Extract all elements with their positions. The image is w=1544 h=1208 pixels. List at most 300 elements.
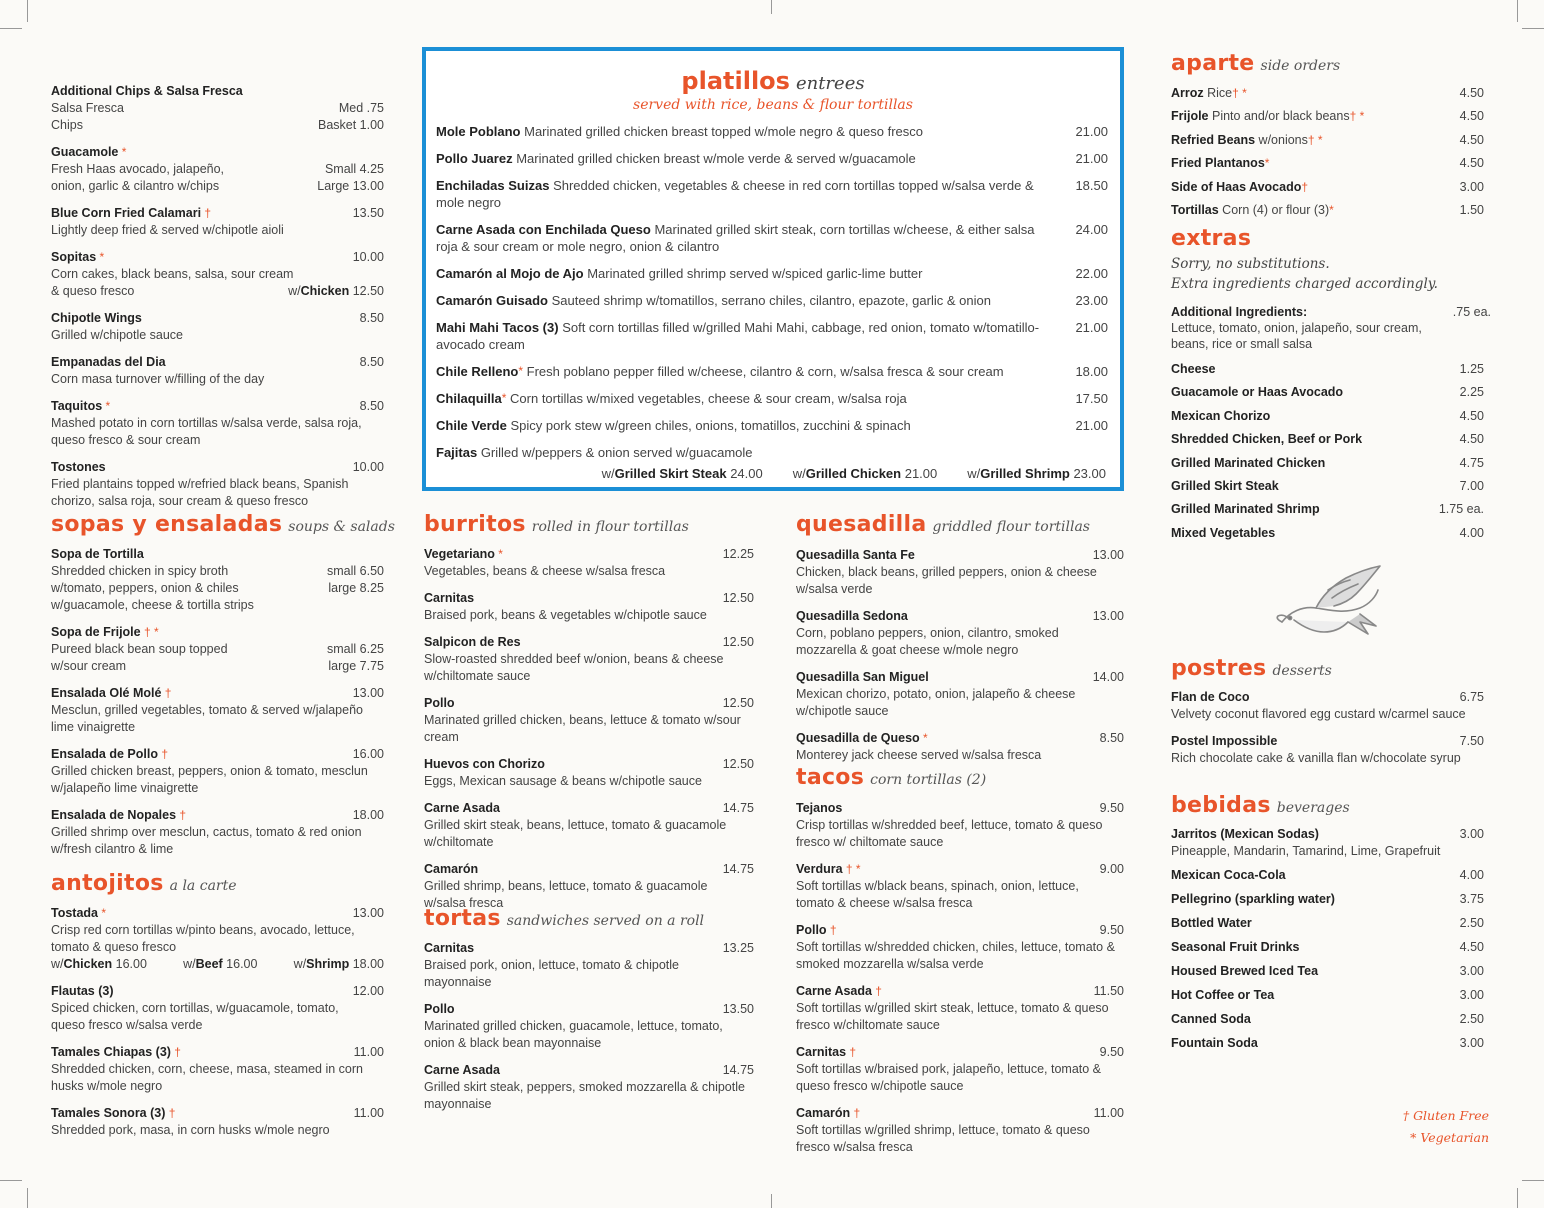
item-name: Additional Ingredients: (1171, 305, 1308, 319)
item-description: Spicy pork stew w/green chiles, onions, tomatillos, zucchini & spinach (510, 418, 911, 433)
section-header (1171, 795, 1484, 817)
item-option-row (51, 117, 384, 134)
extra-item (1171, 361, 1484, 378)
item-description: Chicken, black beans, grilled peppers, onion & cheese w/salsa verde (796, 565, 1097, 596)
section-title: postres (1171, 656, 1267, 681)
item-description: Grilled shrimp, beans, lettuce, tomato & guacamole w/salsa fresca (424, 879, 708, 910)
item-price: 2.25 (1459, 385, 1484, 400)
section-title: extras (1171, 226, 1252, 251)
item-description: Shredded chicken, corn, cheese, masa, steamed in corn husks w/mole negro (51, 1062, 363, 1093)
entree-text (436, 319, 1110, 353)
item-option-row (51, 100, 384, 117)
item-name: Enchiladas Suizas (436, 178, 550, 193)
item-name: Frijole (1171, 109, 1209, 124)
entree-text (436, 123, 1110, 140)
platillos-box (422, 47, 1124, 491)
extras-note: Sorry, no substitutions. (1171, 256, 1330, 272)
option-label: w/tomato, peppers, onion & chiles (51, 581, 239, 595)
item-header (51, 746, 384, 763)
item-name: Chilaquilla (436, 391, 502, 406)
item-price: 3.00 (1459, 988, 1484, 1002)
item-description: Sauteed shrimp w/tomatillos, serrano chiles, cilantro, epazote, garlic & onion (551, 293, 991, 308)
item-price: 21.00 (1075, 151, 1108, 166)
diet-mark: † (157, 747, 168, 761)
item-price: 4.50 (1459, 109, 1484, 124)
crop-mark (771, 0, 772, 14)
item-name: Tamales Sonora (3) (51, 1106, 166, 1120)
item-name: Carnitas (424, 591, 475, 605)
option-price: Small 4.25 (324, 162, 384, 176)
item-description: Lettuce, tomato, onion, jalapeño, sour cream, beans, rice or small salsa (1171, 321, 1422, 351)
item-header (51, 249, 384, 266)
item-name: Side of Haas Avocado (1171, 179, 1302, 194)
item-name: Sopa de Frijole (51, 625, 141, 639)
entree-item (436, 177, 1110, 211)
item-price: 22.00 (1075, 266, 1108, 281)
option-label: w/guacamole, cheese & tortilla strips (51, 598, 254, 612)
item-name: Huevos con Chorizo (424, 757, 545, 771)
item-price: 4.50 (1459, 156, 1484, 171)
diet-mark: * (518, 364, 524, 378)
item-price: 1.25 (1459, 362, 1484, 376)
option: w/Shrimp 18.00 (293, 957, 384, 971)
item-option-row (51, 563, 384, 580)
item-description: Corn masa turnover w/filling of the day (51, 372, 265, 386)
menu-item (51, 905, 384, 956)
item-name: Hot Coffee or Tea (1171, 988, 1275, 1002)
item-description: Rice (1203, 86, 1233, 100)
entree-item (436, 444, 1110, 461)
diet-mark: † (850, 1106, 861, 1120)
diet-mark: † (165, 1106, 176, 1120)
option-price: Large 13.00 (317, 179, 384, 193)
item-price: 11.00 (1093, 1106, 1124, 1120)
item-header (51, 1105, 384, 1122)
crop-mark (0, 1180, 22, 1181)
item-price: 9.50 (1099, 923, 1124, 937)
crop-mark (1522, 1180, 1544, 1181)
item-name: Camarón al Mojo de Ajo (436, 266, 584, 281)
section-subtitle: griddled flour tortillas (932, 519, 1090, 535)
item-price: 9.50 (1099, 1045, 1124, 1059)
menu-item (796, 1105, 1124, 1156)
diet-mark: * (1264, 156, 1270, 171)
menu-item (796, 922, 1124, 973)
item-header (424, 861, 754, 878)
sopas-section (51, 512, 395, 868)
section-title: burritos (424, 512, 526, 537)
item-name: Pollo Juarez (436, 151, 513, 166)
diet-mark: † (170, 1045, 181, 1059)
item-description: Soft tortillas w/black beans, spinach, onion, lettuce, tomato & cheese w/salsa fresca (796, 879, 1079, 910)
item-header (796, 983, 1124, 1000)
item-price: 11.50 (1093, 984, 1124, 998)
item-price: 3.00 (1459, 179, 1484, 194)
item-price: 7.50 (1459, 734, 1484, 748)
item-price: 2.50 (1459, 916, 1484, 930)
item-description: Grilled shrimp over mesclun, cactus, tomato & red onion w/fresh cilantro & lime (51, 825, 362, 856)
beverage-item (1171, 1035, 1484, 1052)
antojitos-section (51, 873, 384, 1149)
entree-text (436, 444, 1110, 461)
diet-mark: * (1329, 202, 1334, 217)
option-label: onion, garlic & cilantro w/chips (51, 179, 220, 193)
option-name: Shrimp (306, 957, 350, 971)
item-name: Quesadilla San Miguel (796, 670, 929, 684)
item-description: Shredded chicken, vegetables & cheese in red corn tortillas topped w/salsa verde & mole negro (436, 178, 1034, 210)
item-header (51, 624, 384, 641)
item-price: 3.00 (1459, 964, 1484, 978)
extra-item (1171, 384, 1484, 401)
section-subtitle: corn tortillas (2) (870, 772, 987, 788)
item-header (51, 905, 384, 922)
item-header (424, 1062, 754, 1079)
menu-item (796, 608, 1124, 659)
section-subtitle: beverages (1276, 800, 1350, 816)
item-price: 4.50 (1459, 432, 1484, 447)
item-header (51, 983, 384, 1000)
item-price: 12.25 (722, 547, 754, 561)
item-price: 2.50 (1459, 1012, 1484, 1026)
burritos-section (424, 514, 754, 922)
item-name: Verdura (796, 862, 843, 876)
item-option-row (51, 178, 384, 195)
menu-item (51, 807, 384, 858)
item-description: Soft tortillas w/grilled shrimp, lettuce, tomato & queso fresco w/salsa fresca (796, 1123, 1090, 1154)
diet-mark: † * (1232, 86, 1247, 100)
item-description: Soft tortillas w/shredded chicken, chiles, lettuce, tomato & smoked mozzarella w/salsa verde (796, 940, 1115, 971)
section-header (51, 512, 395, 537)
item-option-row (51, 658, 384, 675)
item-description: Soft tortillas w/braised pork, jalapeño, lettuce, tomato & queso fresco w/chipotle sauce (796, 1062, 1102, 1093)
option: w/Beef 16.00 (183, 957, 258, 971)
item-price: 13.00 (1092, 548, 1124, 562)
item-price: 21.00 (1075, 124, 1108, 139)
side-label (1171, 132, 1323, 149)
side-item (1171, 155, 1484, 172)
option-price: large 8.25 (328, 581, 384, 595)
item-price: 18.50 (1075, 178, 1108, 193)
option-name: Chicken (300, 284, 350, 298)
item-name: Chile Relleno (436, 364, 519, 379)
item-header (424, 590, 754, 607)
item-price: 18.00 (1075, 364, 1108, 379)
beverage-item (1171, 891, 1484, 908)
item-description: Crisp tortillas w/shredded beef, lettuce, tomato & queso fresco w/ chiltomate sauce (796, 818, 1103, 849)
entree-item (436, 123, 1110, 140)
item-name: Ensalada Olé Molé (51, 686, 162, 700)
menu-item (51, 546, 384, 614)
diet-mark: * (501, 391, 507, 405)
extra-item (1171, 455, 1484, 472)
item-price: 16.00 (352, 747, 384, 761)
item-header (424, 800, 754, 817)
item-name: Flan de Coco (1171, 690, 1250, 704)
item-name: Guacamole (51, 145, 119, 159)
item-description: Corn tortillas w/mixed vegetables, cheese & sour cream, w/salsa roja (510, 391, 907, 406)
beverage-item (1171, 915, 1484, 932)
entree-item (436, 417, 1110, 434)
item-name: Cheese (1171, 362, 1216, 376)
item-description: Fried plantains topped w/refried black beans, Spanish chorizo, salsa roja, sour cream & queso fresco (51, 477, 349, 508)
item-price: 13.00 (352, 686, 384, 700)
item-price: 14.00 (1092, 670, 1124, 684)
side-label (1171, 85, 1247, 102)
diet-mark: * (118, 145, 127, 159)
item-header (424, 756, 754, 773)
fajita-options (426, 465, 1106, 482)
menu-item (796, 983, 1124, 1034)
legend (1403, 1105, 1489, 1149)
item-name: Mixed Vegetables (1171, 525, 1276, 540)
item-name: Pollo (796, 923, 827, 937)
item-price: 4.50 (1459, 132, 1484, 147)
item-name: Tostones (51, 460, 106, 474)
menu-item (51, 746, 384, 797)
menu-item (51, 354, 384, 388)
item-price: 12.50 (722, 696, 754, 710)
menu-item (51, 310, 384, 344)
item-price: 3.00 (1459, 827, 1484, 841)
item-header (1171, 689, 1484, 706)
item-price: 8.50 (1099, 731, 1124, 745)
item-name: Pollo (424, 696, 455, 710)
item-price: 13.50 (352, 206, 384, 220)
item-price: 18.00 (352, 808, 384, 822)
menu-item (51, 459, 384, 510)
item-header (424, 940, 754, 957)
section-title: antojitos (51, 871, 164, 896)
entree-item (436, 265, 1110, 282)
item-description: Braised pork, beans & vegetables w/chipotle sauce (424, 608, 707, 622)
entree-text (436, 292, 1110, 309)
menu-item (424, 1062, 754, 1113)
item-header (424, 634, 754, 651)
menu-item (424, 940, 754, 991)
item-name: Quesadilla Sedona (796, 609, 908, 623)
item-header (796, 861, 1124, 878)
postres-section (1171, 658, 1484, 777)
item-description: Braised pork, onion, lettuce, tomato & chipotle mayonnaise (424, 958, 680, 989)
entree-item (436, 319, 1110, 353)
item-price: 14.75 (722, 1063, 754, 1077)
beverage-item (1171, 987, 1484, 1004)
beverage-item (1171, 1011, 1484, 1028)
item-description: Soft tortillas w/grilled skirt steak, lettuce, tomato & queso fresco w/chiltomate sauce (796, 1001, 1109, 1032)
beverage-item (1171, 963, 1484, 980)
option-name: Grilled Chicken (805, 466, 902, 481)
item-description: Soft corn tortillas filled w/grilled Mahi Mahi, cabbage, red onion, tomato w/tomatillo-avocado cream (436, 320, 1040, 352)
entree-item (436, 390, 1110, 407)
item-name: Seasonal Fruit Drinks (1171, 940, 1300, 954)
item-name: Carne Asada con Enchilada Queso (436, 222, 651, 237)
item-price: 8.50 (359, 399, 384, 413)
section-header (424, 908, 754, 930)
item-name: Housed Brewed Iced Tea (1171, 964, 1319, 978)
item-price: 4.00 (1459, 868, 1484, 882)
item-name: Pollo (424, 1002, 455, 1016)
menu-item (796, 730, 1124, 764)
item-price: 8.50 (359, 311, 384, 325)
entree-item (436, 221, 1110, 255)
item-header (51, 354, 384, 371)
item-name: Grilled Skirt Steak (1171, 478, 1279, 493)
item-name: Carne Asada (796, 984, 872, 998)
item-name: Mahi Mahi Tacos (3) (436, 320, 559, 335)
item-description: Corn, poblano peppers, onion, cilantro, smoked mozzarella & goat cheese w/mole negro (796, 626, 1059, 657)
item-price: 1.75 ea. (1438, 502, 1484, 517)
item-description: Shredded pork, masa, in corn husks w/mole negro (51, 1123, 330, 1137)
tacos-section (796, 767, 1124, 1166)
platillos-header (426, 69, 1120, 93)
item-name: Carnitas (796, 1045, 847, 1059)
item-name: Blue Corn Fried Calamari (51, 206, 202, 220)
item-header (424, 1001, 754, 1018)
section-header (796, 767, 1124, 789)
item-description: Marinated grilled shrimp served w/spiced garlic-lime butter (587, 266, 923, 281)
entree-text (436, 363, 1110, 380)
item-name: Taquitos (51, 399, 103, 413)
item-price: 9.50 (1099, 801, 1124, 815)
menu-item (51, 1044, 384, 1095)
legend-gluten-free: † Gluten Free (1402, 1108, 1489, 1123)
item-price: 13.25 (722, 941, 754, 955)
item-name: Carne Asada (424, 1063, 500, 1077)
item-description: w/onions (1255, 132, 1308, 147)
tortas-section (424, 908, 754, 1123)
option: w/Grilled Chicken 21.00 (792, 466, 938, 481)
section-title: bebidas (1171, 793, 1271, 818)
side-label (1171, 179, 1308, 196)
item-price: 14.75 (722, 801, 754, 815)
entree-text (436, 390, 1110, 407)
item-header (796, 922, 1124, 939)
item-price: 17.50 (1075, 391, 1108, 406)
item-name: Vegetariano (424, 547, 495, 561)
side-item (1171, 179, 1484, 196)
item-description: Marinated grilled chicken breast topped w/mole negro & queso fresco (524, 124, 924, 139)
section-header (796, 514, 1124, 536)
item-name: Jarritos (Mexican Sodas) (1171, 827, 1319, 841)
section-subtitle: soups & salads (288, 519, 395, 535)
side-item (1171, 202, 1484, 219)
extra-item (1171, 525, 1484, 542)
item-option-row (51, 283, 384, 300)
item-description: Mashed potato in corn tortillas w/salsa verde, salsa roja, queso fresco & sour cream (51, 416, 362, 447)
option-name: Beef (195, 957, 223, 971)
item-name: Tortillas (1171, 202, 1219, 217)
item-name: Flautas (3) (51, 984, 114, 998)
item-name: Quesadilla de Queso (796, 731, 920, 745)
item-description: Corn (4) or flour (3) (1218, 202, 1330, 217)
item-price: 3.75 (1459, 892, 1484, 906)
menu-item (796, 861, 1124, 912)
item-description: Fresh poblano pepper filled w/cheese, cilantro & corn, w/salsa fresca & sour cream (526, 364, 1004, 379)
item-description: Monterey jack cheese served w/salsa fresca (796, 748, 1042, 762)
menu-item (51, 624, 384, 675)
item-name: Fountain Soda (1171, 1036, 1258, 1050)
diet-mark: † * (1307, 132, 1323, 147)
option-label: Chips (51, 118, 83, 132)
entree-text (436, 177, 1110, 211)
item-header (51, 83, 384, 100)
diet-mark: † (846, 1045, 857, 1059)
item-header (51, 398, 384, 415)
item-price: 8.50 (359, 355, 384, 369)
item-price: 1.50 (1459, 202, 1484, 217)
menu-item (51, 83, 384, 134)
crop-mark (0, 28, 22, 29)
menu-item (424, 695, 754, 746)
item-price: 21.00 (1075, 320, 1108, 335)
item-name: Mexican Coca-Cola (1171, 868, 1286, 882)
option-price: small 6.25 (327, 642, 384, 656)
section-title: tortas (424, 906, 501, 931)
menu-item (796, 800, 1124, 851)
item-name: Tamales Chiapas (3) (51, 1045, 171, 1059)
item-description: Corn cakes, black beans, salsa, sour cream (51, 267, 294, 281)
option-price: Med .75 (338, 101, 384, 115)
item-header (51, 807, 384, 824)
bebidas-section (1171, 795, 1484, 1059)
menu-item (51, 398, 384, 449)
item-header (1171, 733, 1484, 750)
beverage-item (1171, 939, 1484, 956)
side-label (1171, 202, 1334, 219)
option-label: Pureed black bean soup topped (51, 642, 228, 656)
item-name: Canned Soda (1171, 1012, 1251, 1026)
item-description: Marinated grilled chicken breast w/mole verde & served w/guacamole (516, 151, 916, 166)
item-price: 6.75 (1459, 690, 1484, 704)
appetizers-section (51, 83, 384, 520)
item-header (424, 695, 754, 712)
item-description: Grilled chicken breast, peppers, onion & tomato, mesclun w/jalapeño lime vinaigrette (51, 764, 368, 795)
menu-item (424, 590, 754, 624)
option-name: Chicken (63, 957, 113, 971)
item-header (796, 1105, 1124, 1122)
item-option-row (51, 580, 384, 597)
side-item (1171, 85, 1484, 102)
item-price: 23.00 (1075, 293, 1108, 308)
option-name: Grilled Skirt Steak (614, 466, 727, 481)
entree-text (436, 150, 1110, 167)
item-header (796, 669, 1124, 686)
crop-mark (27, 1188, 28, 1208)
menu-item (51, 205, 384, 239)
item-name: Mole Poblano (436, 124, 521, 139)
item-name: Additional Chips & Salsa Fresca (51, 84, 243, 98)
item-price: 13.00 (352, 906, 384, 920)
option-price: w/Chicken 12.50 (288, 284, 384, 298)
item-price: 7.00 (1459, 478, 1484, 493)
item-header (796, 730, 1124, 747)
item-description: Grilled skirt steak, beans, lettuce, tomato & guacamole w/chiltomate (424, 818, 727, 849)
item-name: Shredded Chicken, Beef or Pork (1171, 432, 1363, 447)
item-header (51, 685, 384, 702)
item-price: 24.00 (1075, 222, 1108, 237)
diet-mark: † (871, 984, 882, 998)
item-description: Marinated grilled skirt steak, corn tortillas w/cheese, & either salsa roja & sour cream or mole negro, onion & cilantro (436, 222, 1035, 254)
section-subtitle: side orders (1260, 58, 1341, 74)
menu-item (51, 144, 384, 195)
option-label: Shredded chicken in spicy broth (51, 564, 229, 578)
side-item (1171, 108, 1484, 125)
bebidas-first (1171, 826, 1484, 860)
extra-item (1171, 478, 1484, 495)
item-description: Slow-roasted shredded beef w/onion, beans & cheese w/chiltomate sauce (424, 652, 724, 683)
item-description: Pineapple, Mandarin, Tamarind, Lime, Grapefruit (1171, 844, 1441, 858)
item-name: Ensalada de Nopales (51, 808, 177, 822)
